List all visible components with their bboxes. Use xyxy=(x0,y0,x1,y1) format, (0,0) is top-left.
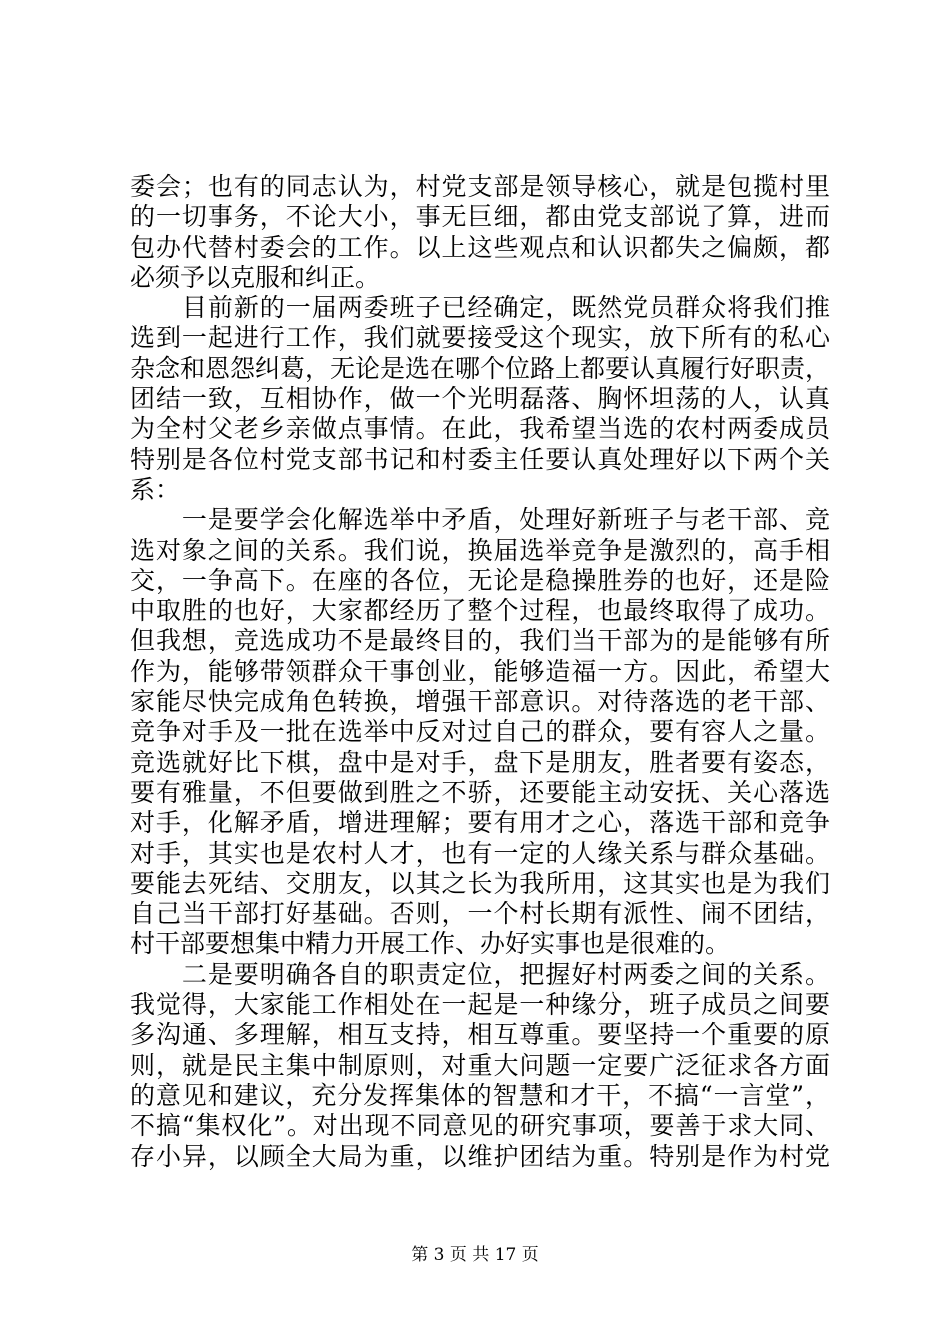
text-line: 的意见和建议，充分发挥集体的智慧和才干，不搞“一言堂”， xyxy=(130,1080,830,1110)
text-line: 系： xyxy=(130,474,181,504)
text-line: 但我想，竞选成功不是最终目的，我们当干部为的是能够有所 xyxy=(130,626,830,656)
text-line: 选到一起进行工作，我们就要接受这个现实，放下所有的私心 xyxy=(130,323,830,353)
text-line: 则，就是民主集中制原则，对重大问题一定要广泛征求各方面 xyxy=(130,1050,830,1080)
text-line: 不搞“集权化”。对出现不同意见的研究事项，要善于求大同、 xyxy=(130,1111,830,1141)
text-line: 为全村父老乡亲做点事情。在此，我希望当选的农村两委成员 xyxy=(130,414,830,444)
text-line: 目前新的一届两委班子已经确定，既然党员群众将我们推 xyxy=(130,293,830,323)
text-line: 必须予以克服和纠正。 xyxy=(130,262,381,292)
text-line: 竞选就好比下棋，盘中是对手，盘下是朋友，胜者要有姿态， xyxy=(130,747,830,777)
text-line: 特别是各位村党支部书记和村委主任要认真处理好以下两个关 xyxy=(130,444,830,474)
text-line: 选对象之间的关系。我们说，换届选举竞争是激烈的，高手相 xyxy=(130,535,830,565)
text-line: 要有雅量，不但要做到胜之不骄，还要能主动安抚、关心落选 xyxy=(130,777,830,807)
text-line: 杂念和恩怨纠葛，无论是选在哪个位路上都要认真履行好职责， xyxy=(130,353,830,383)
text-line: 包办代替村委会的工作。以上这些观点和认识都失之偏颇，都 xyxy=(130,232,830,262)
text-line: 自己当干部打好基础。否则，一个村长期有派性、闹不团结， xyxy=(130,899,830,929)
text-line: 对手，化解矛盾，增进理解；要有用才之心，落选干部和竞争 xyxy=(130,808,830,838)
text-line: 二是要明确各自的职责定位，把握好村两委之间的关系。 xyxy=(130,959,830,989)
text-line: 一是要学会化解选举中矛盾，处理好新班子与老干部、竞 xyxy=(130,505,830,535)
text-line: 委会；也有的同志认为，村党支部是领导核心，就是包揽村里 xyxy=(130,172,830,201)
text-line: 的一切事务，不论大小，事无巨细，都由党支部说了算，进而 xyxy=(130,202,830,232)
text-line: 家能尽快完成角色转换，增强干部意识。对待落选的老干部、 xyxy=(130,687,830,717)
text-line: 村干部要想集中精力开展工作、办好实事也是很难的。 xyxy=(130,929,731,959)
text-line: 中取胜的也好，大家都经历了整个过程，也最终取得了成功。 xyxy=(130,596,830,626)
text-line: 竞争对手及一批在选举中反对过自己的群众，要有容人之量。 xyxy=(130,717,830,747)
text-line: 多沟通、多理解，相互支持，相互尊重。要坚持一个重要的原 xyxy=(130,1020,830,1050)
text-line: 存小异，以顾全大局为重，以维护团结为重。特别是作为村党 xyxy=(130,1141,830,1171)
page-footer: 第 3 页 共 17 页 xyxy=(411,1245,539,1265)
text-line: 要能去死结、交朋友，以其之长为我所用，这其实也是为我们 xyxy=(130,868,830,898)
text-line: 对手，其实也是农村人才，也有一定的人缘关系与群众基础。 xyxy=(130,838,830,868)
text-line: 作为，能够带领群众干事创业，能够造福一方。因此，希望大 xyxy=(130,656,830,686)
text-line: 我觉得，大家能工作相处在一起是一种缘分，班子成员之间要 xyxy=(130,990,830,1020)
text-line: 交，一争高下。在座的各位，无论是稳操胜券的也好，还是险 xyxy=(130,565,830,595)
body-text xyxy=(130,172,830,1172)
text-line: 团结一致，互相协作，做一个光明磊落、胸怀坦荡的人，认真 xyxy=(130,384,830,414)
